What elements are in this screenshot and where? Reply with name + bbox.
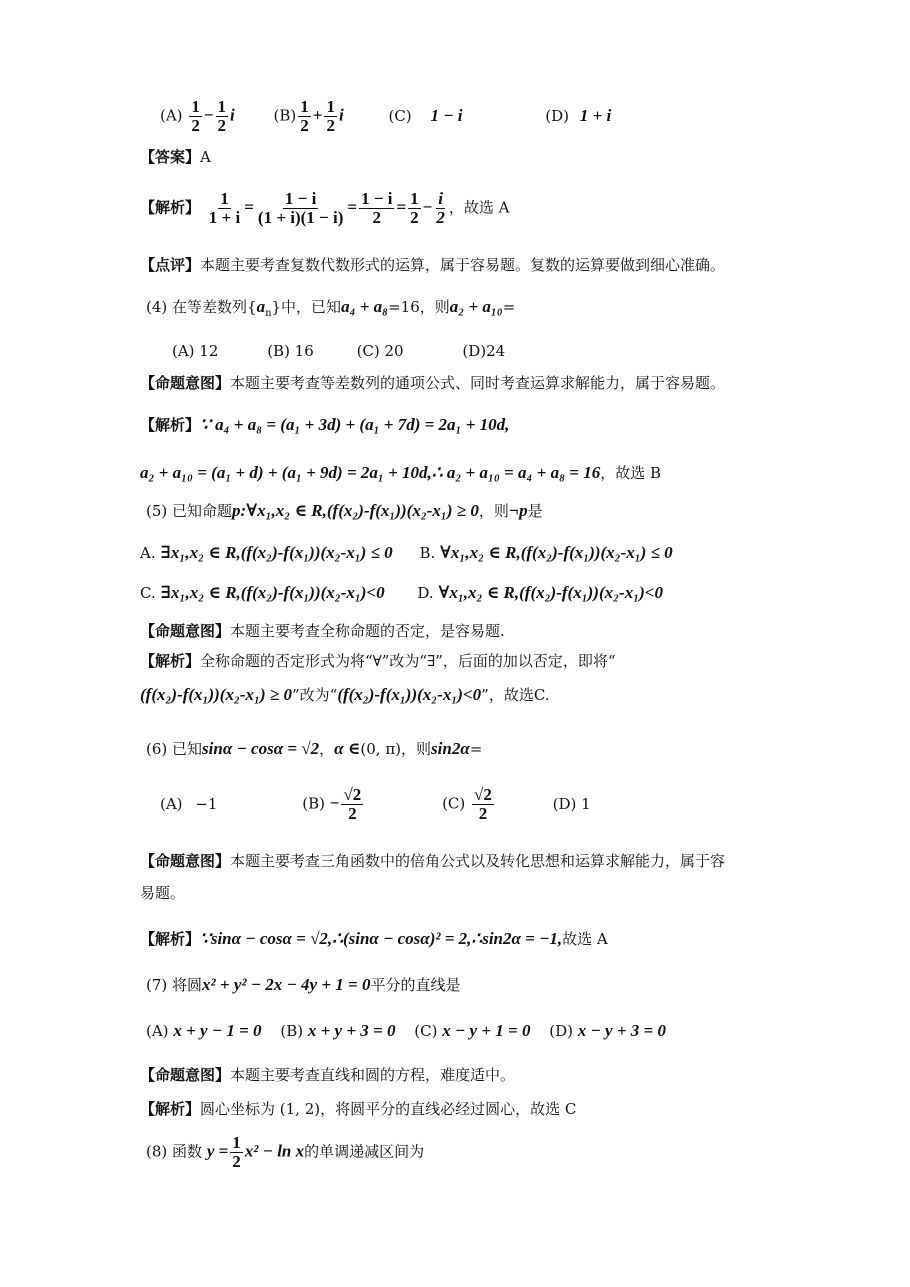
q6-intent: 【命题意图】本题主要考查三角函数中的倍角公式以及转化思想和运算求解能力，属于容	[140, 852, 726, 870]
q5-solution-cont: (f(x₂)-f(x₁))(x₂-x₁) ≥ 0”改为“(f(x₂)-f(x₁))(x₂-x₁)<0”，故选C.	[140, 685, 550, 704]
q4-option-c: (C) 20	[356, 342, 404, 360]
q6-stem: (6) 已知sinα − cosα = √2，α ∈(0, π)，则sin2α=	[146, 739, 483, 758]
q6-option-c: (C) $\frac{√2}{2}$	[442, 785, 492, 823]
q5-option-d: D. ∀x₁,x₂ ∈ R,(f(x₂)-f(x₁))(x₂-x₁)<0	[417, 583, 663, 602]
q6-option-d: (D) 1	[552, 794, 591, 813]
q5-options-cd	[140, 582, 663, 604]
q5-options-ab	[140, 542, 673, 564]
q5-stem: (5) 已知命题p:∀x₁,x₂ ∈ R,(f(x₂)-f(x₁))(x₂-x₁) ≥ 0，则¬p是	[146, 501, 543, 520]
q3-option-d: (D) 1 + i	[545, 105, 612, 125]
q3-comment: 【点评】本题主要考查复数代数形式的运算，属于容易题。复数的运算要做到细心准确。	[140, 256, 726, 274]
q5-option-a: A. ∃x₁,x₂ ∈ R,(f(x₂)-f(x₁))(x₂-x₁) ≤ 0	[140, 543, 393, 562]
q3-options	[160, 98, 611, 135]
q4-stem: (4) 在等差数列$\{a_n\}$中，已知a₄ + a₈=16，则a₂ + a₁₀=	[146, 297, 516, 319]
q4-option-d: (D)24	[462, 342, 506, 360]
q6-option-a: (A) −1	[160, 794, 218, 813]
q4-option-b: (B) 16	[267, 342, 314, 360]
q6-option-b: (B) − $\frac{√2}{2}$	[302, 785, 362, 823]
q7-option-c: (C) x − y + 1 = 0	[414, 1021, 531, 1040]
q7-option-b: (B) x + y + 3 = 0	[280, 1021, 396, 1040]
q3-option-c: (C) 1 − i	[388, 105, 463, 125]
q6-options	[160, 786, 591, 823]
q4-options	[172, 340, 505, 362]
q3-answer: 【答案】A	[140, 148, 211, 166]
q4-intent: 【命题意图】本题主要考查等差数列的通项公式、同时考查运算求解能力，属于容易题。	[140, 374, 726, 392]
q7-option-d: (D) x − y + 3 = 0	[549, 1021, 666, 1040]
q5-intent: 【命题意图】本题主要考查全称命题的否定，是容易题.	[140, 622, 505, 640]
q3-option-b: (B) $\frac{1}{2}$ + $\frac{1}{2}$ i	[273, 97, 344, 135]
q7-solution: 【解析】圆心坐标为 (1, 2)，将圆平分的直线必经过圆心，故选 C	[140, 1100, 577, 1118]
q3-solution: 【解析】 $\frac{1}{1 + i}$ = $\frac{1 - i}{(1 + i)(1 - i)}$ = $\frac{1 - i}{2}$ = $\frac{1}{2}$ − $\frac{i}{2}$ ，故选 A	[140, 189, 510, 227]
q7-intent: 【命题意图】本题主要考查直线和圆的方程，难度适中。	[140, 1066, 516, 1084]
q5-option-c: C. ∃x₁,x₂ ∈ R,(f(x₂)-f(x₁))(x₂-x₁)<0	[140, 583, 385, 602]
q5-solution: 【解析】全称命题的否定形式为将“∀”改为“∃”，后面的加以否定，即将“	[140, 652, 616, 670]
q7-stem: (7) 将圆x² + y² − 2x − 4y + 1 = 0平分的直线是	[146, 975, 461, 994]
q5-option-b: B. ∀x₁,x₂ ∈ R,(f(x₂)-f(x₁))(x₂-x₁) ≤ 0	[419, 543, 673, 562]
q4-solution-line1: 【解析】∵ a₄ + a₈ = (a₁ + 3d) + (a₁ + 7d) = 2a₁ + 10d,	[140, 415, 510, 434]
q4-option-a: (A) 12	[172, 342, 219, 360]
q7-options	[146, 1020, 666, 1042]
q6-solution: 【解析】∵sinα − cosα = √2,∴(sinα − cosα)² = 2,∴sin2α = −1,故选 A	[140, 929, 608, 948]
q7-option-a: (A) x + y − 1 = 0	[146, 1021, 262, 1040]
q4-solution-line2: a₂ + a₁₀ = (a₁ + d) + (a₁ + 9d) = 2a₁ + 10d,∴ a₂ + a₁₀ = a₄ + a₈ = 16，故选 B	[140, 463, 662, 482]
q6-intent-cont: 易题。	[140, 884, 186, 902]
q3-option-a: (A) $\frac{1}{2}$ − $\frac{1}{2}$ i	[160, 97, 235, 135]
q8-stem: (8) 函数 y = $\frac{1}{2}$ x² − ln x的单调递减区间为	[146, 1133, 425, 1171]
